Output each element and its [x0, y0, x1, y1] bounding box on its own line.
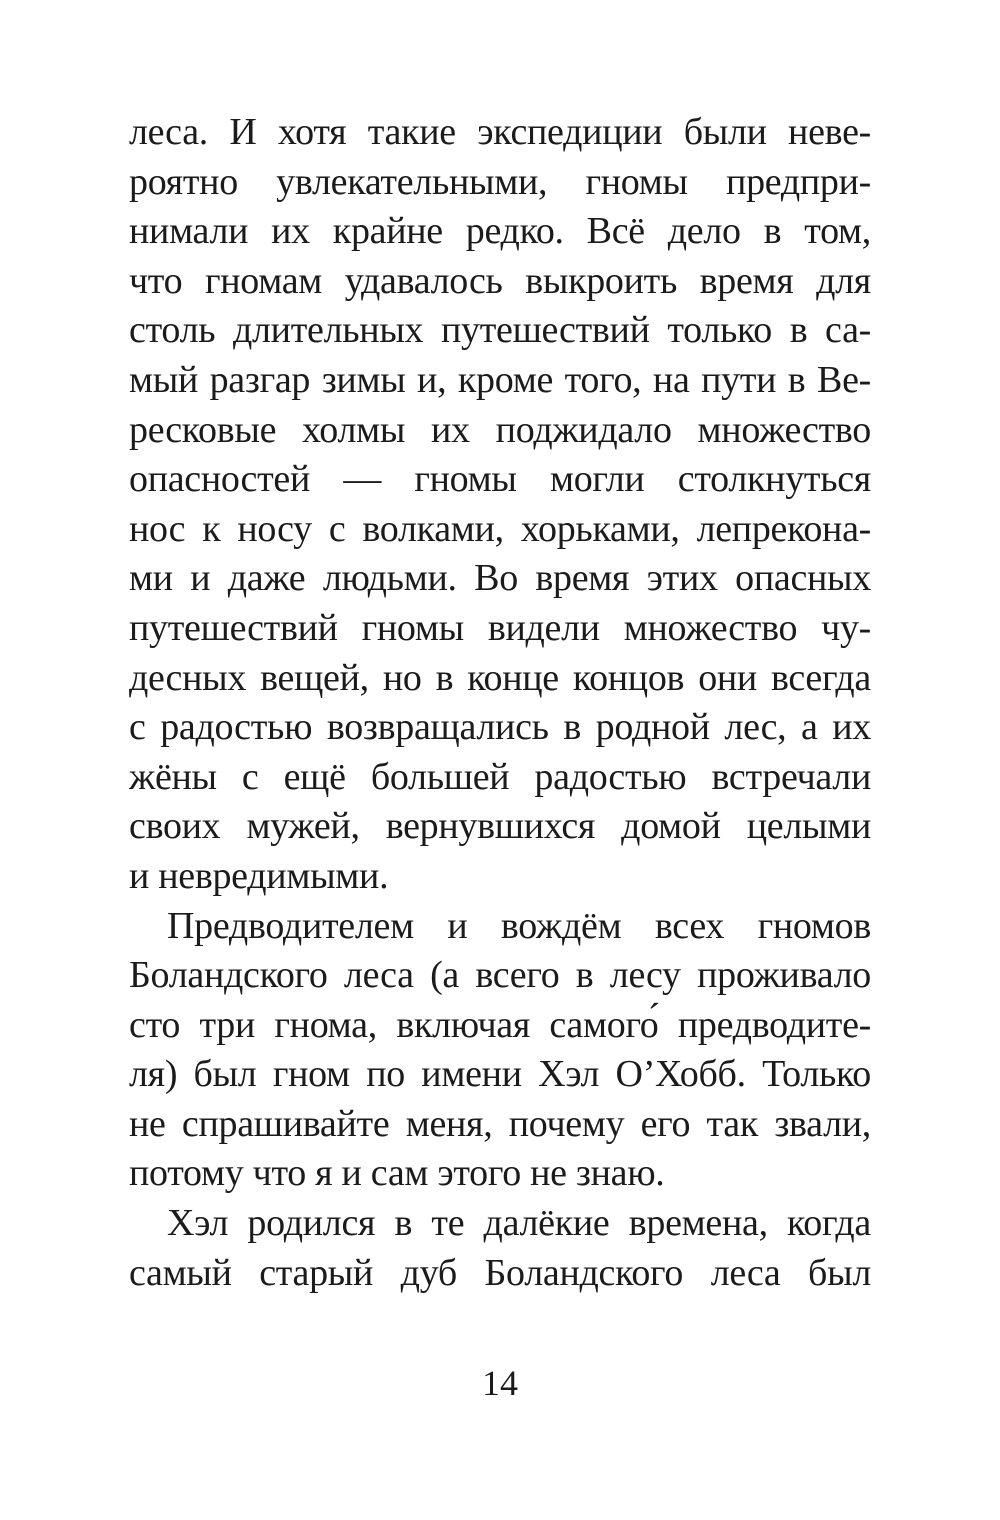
text-line: потому что я и сам этого не знаю. [129, 1152, 665, 1195]
text-line: с радостью возвращались в родной лес, а их [129, 706, 871, 749]
text-line: ми и даже людьми. Во время этих опасных [129, 557, 871, 600]
text-line: путешествий гномы видели множество чу- [129, 606, 871, 649]
text-line: Хэл родился в те далёкие времена, когда [167, 1202, 871, 1245]
text-line: что гномам удавалось выкроить время для [129, 259, 871, 302]
text-line: ресковые холмы их поджидало множество [129, 408, 871, 451]
text-line: опасностей — гномы могли столкнуться [129, 458, 871, 501]
text-line: самый старый дуб Боландского леса был [129, 1251, 871, 1294]
text-line: жёны с ещё большей радостью встречали [129, 755, 871, 798]
text-line: нимали их крайне редко. Всё дело в том, [129, 210, 871, 253]
text-line: своих мужей, вернувшихся домой целыми [129, 805, 871, 848]
text-line: мый разгар зимы и, кроме того, на пути в Ве- [129, 358, 871, 401]
text-line: Боландского леса (а всего в лесу проживало [129, 954, 871, 997]
text-line: десных вещей, но в конце концов они всегда [129, 656, 871, 699]
text-line: столь длительных путешествий только в са- [129, 309, 871, 352]
text-line: не спрашивайте меня, почему его так звали, [129, 1102, 871, 1145]
text-line: ля) был гном по имени Хэл О’Хобб. Только [129, 1053, 871, 1096]
text-line: сто три гнома, включая самого́ предводите- [129, 1003, 871, 1046]
text-body [129, 108, 871, 1298]
text-line: роятно увлекательными, гномы предпри- [129, 160, 871, 203]
page-number: 14 [482, 1363, 518, 1403]
text-line: нос к носу с волками, хорьками, лепрекона- [129, 507, 871, 550]
text-line: и невредимыми. [129, 854, 389, 897]
text-line: леса. И хотя такие экспедиции были неве- [129, 111, 871, 153]
text-line: Предводителем и вождём всех гномов [167, 904, 871, 947]
